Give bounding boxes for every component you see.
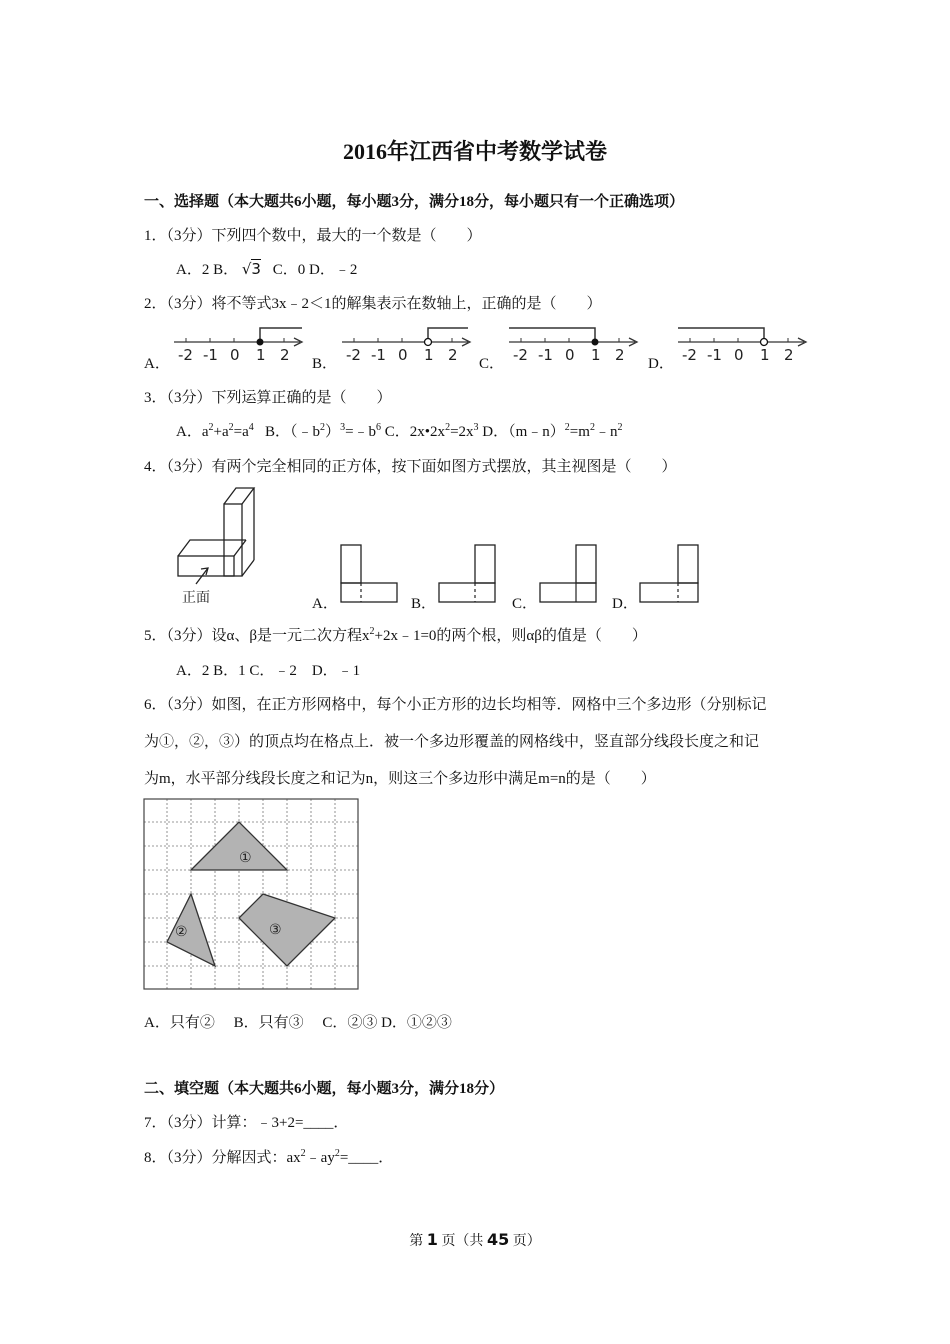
view-option-a [338, 543, 402, 605]
svg-text:0: 0 [565, 346, 575, 364]
question-7: 7．（3分）计算：﹣3+2=____． [144, 1115, 349, 1131]
q1-option-d: D．﹣2 [308, 262, 358, 278]
svg-text:-2: -2 [346, 346, 361, 364]
svg-text:0: 0 [398, 346, 408, 364]
number-line-d [674, 320, 814, 368]
svg-text:1: 1 [760, 346, 770, 364]
shape-label-2: ② [175, 924, 188, 940]
sqrt-symbol: √3 [241, 260, 261, 278]
q4-option-b-label: B． [411, 596, 437, 612]
q2-option-a-label: A． [144, 356, 170, 372]
q3-option-c-label: C． [384, 424, 410, 440]
section-heading-choice: 一、选择题（本大题共6小题，每小题3分，满分18分，每小题只有一个正确选项） [144, 194, 685, 210]
question-6-options: A．只有② B．只有③ C．②③ D．①②③ [144, 1015, 452, 1031]
svg-text:1: 1 [591, 346, 601, 364]
number-line-c [505, 320, 645, 368]
tick-label: -2 [178, 346, 193, 364]
view-option-b [437, 543, 501, 605]
number-line-b [338, 320, 478, 368]
q3-option-b-label: B． [265, 424, 291, 440]
q1-option-b: B． [213, 262, 239, 278]
page-number: 1 [426, 1230, 438, 1249]
svg-text:-2: -2 [682, 346, 697, 364]
q4-option-c-label: C． [512, 596, 538, 612]
question-2-stem: 2．（3分）将不等式3x﹣2＜1的解集表示在数轴上，正确的是（ ） [144, 296, 602, 312]
q2-option-c-label: C． [479, 356, 505, 372]
svg-text:2: 2 [615, 346, 625, 364]
svg-text:2: 2 [784, 346, 794, 364]
tick-label: 2 [280, 346, 290, 364]
svg-text:2: 2 [448, 346, 458, 364]
question-6-line-2: 为①，②，③）的顶点均在格点上．被一个多边形覆盖的网格线中，竖直部分线段长度之和记 [144, 734, 760, 750]
number-line-a [170, 320, 310, 368]
tick-label: 0 [230, 346, 240, 364]
question-4-stem: 4．（3分）有两个完全相同的正方体，按下面如图方式摆放，其主视图是（ ） [144, 459, 677, 475]
q3-option-d-label: D． [482, 424, 509, 440]
question-8: 8．（3分）分解因式：$ax^2﹣ay^2=\_\_\_\_$． [144, 1148, 394, 1166]
view-option-c [538, 543, 602, 605]
svg-text:0: 0 [734, 346, 744, 364]
q1-option-c: C．0 [272, 262, 306, 278]
question-1-options [176, 258, 357, 279]
svg-text:-1: -1 [707, 346, 722, 364]
shape-label-3: ③ [269, 922, 282, 938]
front-label: 正面 [182, 590, 210, 606]
question-6-line-3: 为m，水平部分线段长度之和记为n，则这三个多边形中满足m=n的是（ ） [144, 771, 656, 787]
page-title: 2016年江西省中考数学试卷 [342, 139, 607, 164]
page-total: 45 [486, 1230, 510, 1249]
question-3-stem: 3．（3分）下列运算正确的是（ ） [144, 390, 392, 406]
svg-text:-2: -2 [513, 346, 528, 364]
page-footer: 第 1 页（共 45 页） [409, 1230, 541, 1249]
question-5-options: A．2 B．1 C．﹣2 D．﹣1 [176, 663, 361, 679]
question-1-stem: 1．（3分）下列四个数中，最大的一个数是（ ） [144, 228, 482, 244]
shape-label-1: ① [239, 850, 252, 866]
q2-option-d-label: D． [648, 356, 674, 372]
q2-option-b-label: B． [312, 356, 338, 372]
q1-option-a: A．2 [176, 262, 210, 278]
svg-text:1: 1 [424, 346, 434, 364]
svg-text:-1: -1 [538, 346, 553, 364]
cube-stack-figure [170, 484, 270, 609]
q4-option-a-label: A． [312, 596, 338, 612]
question-3-options: A．$a^2+a^2=a^4$ B．$(﹣b^2)^3=﹣b^6$ C．$2x•2x^2=2x^3$ D．$(m﹣n)^2=m^2﹣n^2$ [176, 422, 623, 440]
svg-text:-1: -1 [371, 346, 386, 364]
tick-label: 1 [256, 346, 266, 364]
section-heading-fill: 二、填空题（本大题共6小题，每小题3分，满分18分） [144, 1081, 505, 1097]
q4-option-d-label: D． [612, 596, 638, 612]
polygon-3 [239, 894, 335, 966]
tick-label: -1 [203, 346, 218, 364]
question-5-stem: 5．（3分）设α、β是一元二次方程$x^2+2x﹣1=0$的两个根，则αβ的值是（ ） [144, 626, 647, 644]
question-6-line-1: 6．（3分）如图，在正方形网格中，每个小正方形的边长均相等．网格中三个多边形（分别标记 [144, 697, 767, 713]
q3-option-a-label: A． [176, 424, 202, 440]
grid-figure [143, 798, 360, 991]
view-option-d [638, 543, 702, 605]
